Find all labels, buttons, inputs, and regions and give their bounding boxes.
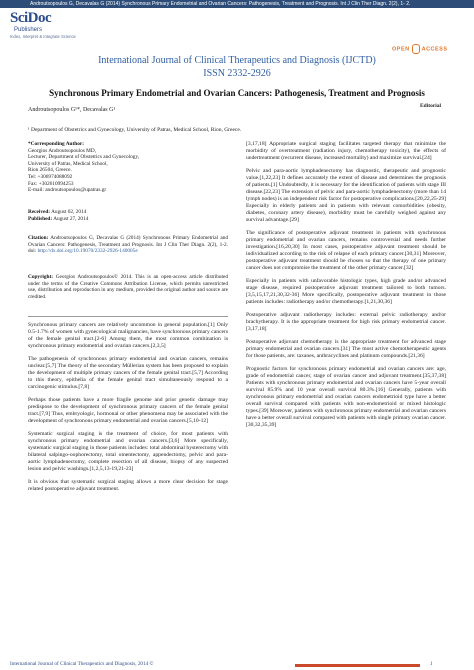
- logo-main-text: SciDoc: [10, 10, 52, 26]
- left-column: [28, 322, 228, 499]
- copyright-text: Georgios Androutsopoulos© 2014. This is an open-access article distributed under the terms of the Creative Commons Attribution License, which permits unrestricted use, distribution and reproduction in any medium, provided the original author and source are credited.: [28, 274, 228, 300]
- correspondence-email[interactable]: E-mail: androutsopoulos@upatras.gr: [28, 187, 107, 194]
- author-affiliation: ¹ Department of Obstetrics and Gynecology, University of Patras, Medical School, Rion, Greece.: [28, 127, 242, 133]
- published-date: August 27, 2014: [53, 215, 89, 222]
- correspondence-line: Fax: +302610994253: [28, 180, 74, 187]
- citation-label: Citation:: [28, 235, 49, 241]
- citation-header-strip: [0, 0, 474, 8]
- correspondence-line: Georgios Androutsopoulos MD,: [28, 147, 97, 154]
- citation-header-text: Androutsopoulos G, Decavalas G (2014) Synchronous Primary Endometrial and Ovarian Cancers: Pathogenesis, Treatment and Prognosis. Int J Clin Ther Diagn. 2(2), 1- 2.: [30, 1, 411, 7]
- body-paragraph: It is obvious that systematic surgical staging allows a more clear decision for stage related postoperative adjuvant treatment.: [28, 479, 228, 492]
- front-matter-divider: [28, 316, 228, 317]
- footer-accent-bar: [295, 664, 420, 667]
- copyright-label: Copyright:: [28, 274, 54, 280]
- journal-name: International Journal of Clinical Therapeutics and Diagnosis (IJCTD): [98, 55, 376, 66]
- journal-issn: ISSN 2332-2926: [203, 68, 271, 79]
- open-access-right: ACCESS: [421, 46, 448, 53]
- body-paragraph: The significance of postoperative adjuvant treatment in patients with synchronous primary endometrial and ovarian cancers, remains controversial and needs further investigation.[16,20,30] In most cases, postoperative adjuvant treatment should be individualized according to the risk of relapse of each primary cancer.[30,31] Moreover, postoperative adjuvant treatment should be chosen so that the therapy of one primary cancer does not compromise the treatment of the other primary cancer.[32]: [246, 230, 446, 271]
- open-access-left: OPEN: [392, 46, 410, 53]
- publisher-logo: [10, 10, 76, 43]
- article-type: Editorial: [420, 103, 442, 109]
- open-access-badge: [392, 44, 448, 54]
- copyright-block: [28, 274, 228, 300]
- open-lock-icon: [412, 44, 420, 54]
- body-paragraph: Systematic surgical staging is the treatment of choice, for most patients with synchronous primary endometrial and ovarian cancers.[3,6] More specifically, systematic surgical staging in those patients includes: total abdominal hysterectomy with bilateral salpingo-oophorectomy, total omentectomy, appendectomy, pelvic and para-aortic lymphadenectomy, complete resection of all disease, biopsy of any suspected lesion and pelvic washings.[1,2,5,13-19,21-23]: [28, 431, 228, 472]
- citation-block: [28, 235, 228, 255]
- body-paragraph: Synchronous primary cancers are relatively uncommon in general population.[1] Only 0.5-1.7% of women with gynecological malignancies, have synchronous primary cancers of the female genital tract.[2-6] Among them, the most common combination is synchronous primary endometrial and ovarian cancers.[2,3,5]: [28, 322, 228, 349]
- correspondence-line: University of Patras, Medical School,: [28, 160, 108, 167]
- received-label: Received:: [28, 209, 51, 215]
- dates-block: [28, 209, 228, 222]
- logo-tagline: Index, Interpret & Integrate Science: [10, 34, 76, 39]
- body-paragraph: The pathogenesis of synchronous primary endometrial and ovarian cancers, remains unclear.[5,7] The theory of the secondary Müllerian system has been proposed to explain the development of multiple primary cancers of the female genital tract.[5,7] According to this theory, epithelia of the female genital tract simultaneously respond to a carcinogenic stimulus.[7,8]: [28, 356, 228, 390]
- page-footer: [0, 660, 474, 670]
- body-paragraph: Perhaps those patients have a more fragile genome and prior genetic damage may predispose to the development of synchronous primary cancers of the female genital tract.[7,9] Thus, embryologic, hormonal or other phenomena may be associated with the development of synchronous primary endometrial and ovarian cancers.[5,10-12]: [28, 397, 228, 424]
- logo-subtitle: Publishers: [14, 27, 43, 33]
- received-date: August 02, 2014: [51, 209, 87, 215]
- right-column: [246, 141, 446, 435]
- author-list: Androutsopoulos G¹*, Decavalas G¹: [28, 107, 116, 113]
- published-label: Published:: [28, 215, 53, 222]
- body-paragraph: Especially in patients with unfavorable histologic types, high grade and/or advanced stage disease, required postoperative adjuvant treatment tailored to both tumors.[3,5,15,17,21,30,32-36] More specifically, postoperative adjuvant treatment in those patients includes: radiotherapy and/or chemotherapy.[1,21,30,36]: [246, 278, 446, 305]
- body-paragraph: Pelvic and para-aortic lymphadenectomy has diagnostic, therapeutic and prognostic value.[1,22,23] It defines accurately the extent of disease and determines the prognosis of patients.[1] Undoubtedly, it is necessary for the identification of patients with stage III disease.[22,23] The extension of pelvic and para-aortic lymphadenectomy (more than 14 lymph nodes) is an independent risk factor for postoperative complications.[20,22,25-29] Especially in elderly patients and in patients with relevant comorbidities (obesity, diabetes, coronary artery disease), morbidity must be carefully weighed against any survival advantage.[29]: [246, 168, 446, 223]
- body-paragraph: [3,17,18] Appropriate surgical staging facilitates targeted therapy that minimize the morbidity of overtreatment (radiation injury, chemotherapy toxicity), the effects of undertreatment (recurrent disease, increased mortality) and maximize survival.[24]: [246, 141, 446, 161]
- correspondence-line: Rion 26504, Greece.: [28, 167, 72, 174]
- citation-text: Androutsopoulos G, Decavalas G (2014) Synchronous Primary Endometrial and Ovarian Cancers: Pathogenesis, Treatment and Prognosis. Int J Clin Ther Diagn. 2(2), 1-2. doi:: [28, 235, 228, 255]
- correspondence-line: Tel: +306974088092: [28, 173, 73, 180]
- doi-link[interactable]: http://dx.doi.org/10.19070/2332-2926-140005e: [37, 248, 138, 255]
- body-paragraph: Prognostic factors for synchronous primary endometrial and ovarian cancers are: age, grade of endometrial cancer, stage of ovarian cancer and adjuvant treatment.[35,37,38] Patients with synchronous primary endometrial and ovarian cancers have 5-year overall survival 85.9% and 10 year overall survival 80.3%.[16] Generally, patients with synchronous primary endometrial and ovarian cancers endometrioid type have a better overall survival compared with patients with non-endometrioid or mixed histologic types.[39] Moreover, patients with synchronous primary endometrial and ovarian cancers have a better overall survival compared with patients with single primary ovarian cancer.[30,32,35,39]: [246, 366, 447, 428]
- body-paragraph: Postoperative adjuvant radiotherapy includes: external pelvic radiotherapy and/or brachytherapy. It is the appropriate treatment for high risk primary endometrial cancer.[3,17,18]: [246, 312, 446, 332]
- correspondence-block: [28, 141, 228, 194]
- correspondence-heading: *Corresponding Author:: [28, 141, 84, 147]
- page-number: 1: [430, 661, 433, 667]
- footer-journal: International Journal of Clinical Therapeutics and Diagnosis, 2014 ©: [10, 661, 154, 667]
- body-paragraph: Postoperative adjuvant chemotherapy is the appropriate treatment for advanced stage primary endometrial and ovarian cancers.[31] The most active chemotherapeutic agents for those patients, are: taxanes, anthracyclines and platinum compounds.[21,36]: [246, 339, 446, 359]
- correspondence-line: Lecturer, Department of Obstetrics and Gynecology,: [28, 154, 140, 161]
- article-title: Synchronous Primary Endometrial and Ovarian Cancers: Pathogenesis, Treatment and Prognosis: [49, 88, 425, 98]
